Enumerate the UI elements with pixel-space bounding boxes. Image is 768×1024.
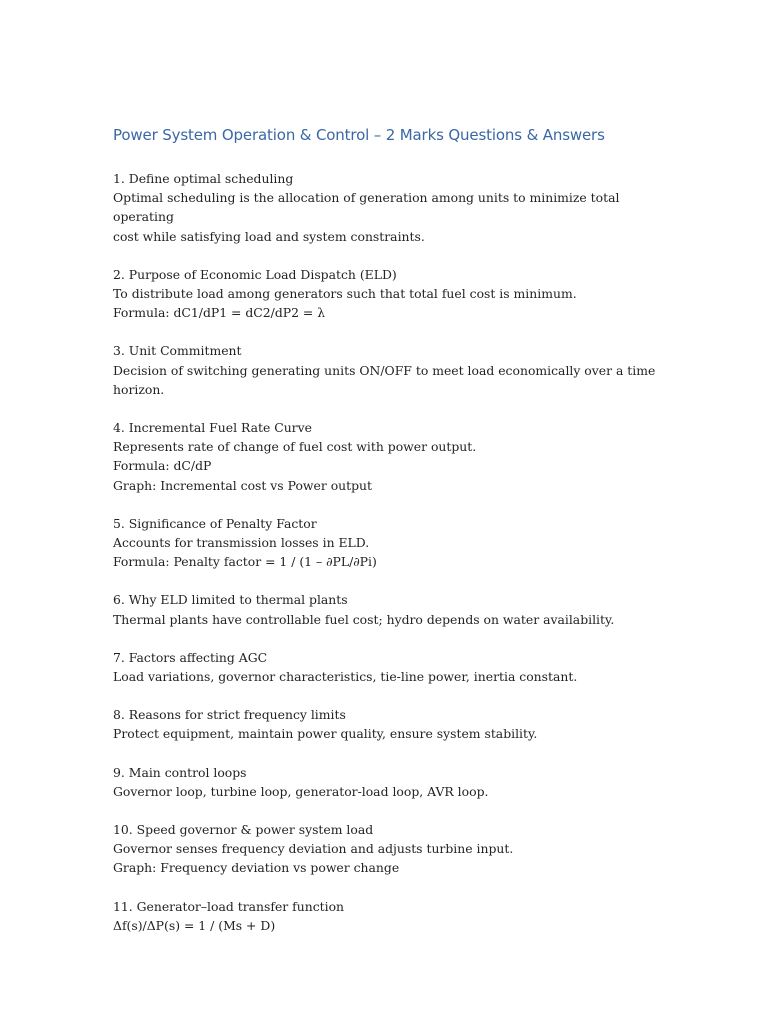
qa-item [113,705,673,743]
answer-line: To distribute load among generators such that total fuel cost is minimum. [113,286,577,302]
qa-item [113,265,673,323]
qa-item [113,897,673,935]
answer-line: Governor loop, turbine loop, generator-load loop, AVR loop. [113,783,489,799]
question-heading: 4. Incremental Fuel Rate Curve [113,420,312,436]
question-heading: 11. Generator–load transfer function [113,898,345,914]
answer-line: Formula: dC/dP [113,458,212,474]
question-heading: 5. Significance of Penalty Factor [113,515,317,531]
qa-item [113,763,673,801]
answer-line: Formula: dC1/dP1 = dC2/dP2 = λ [113,305,326,321]
answer-line: Accounts for transmission losses in ELD. [113,535,370,551]
question-heading: 6. Why ELD limited to thermal plants [113,592,348,608]
answer-line: Δf(s)/ΔP(s) = 1 / (Ms + D) [113,917,276,933]
qa-item [113,341,673,399]
answer-line: Decision of switching generating units ON/OFF to meet load economically over a time [113,362,656,378]
answer-line: Governor senses frequency deviation and adjusts turbine input. [113,841,514,857]
question-heading: 7. Factors affecting AGC [113,649,268,665]
question-heading: 9. Main control loops [113,764,247,780]
answer-line: Formula: Penalty factor = 1 / (1 – ∂PL/∂Pi) [113,554,377,570]
answer-line: Load variations, governor characteristics, tie-line power, inertia constant. [113,669,578,685]
answer-line: Graph: Incremental cost vs Power output [113,477,373,493]
answer-line: cost while satisfying load and system constraints. [113,228,425,244]
qa-item [113,418,673,495]
qa-list [113,169,673,935]
question-heading: 10. Speed governor & power system load [113,822,374,838]
qa-item [113,648,673,686]
question-heading: 3. Unit Commitment [113,343,242,359]
question-heading: 8. Reasons for strict frequency limits [113,707,346,723]
qa-item [113,820,673,878]
answer-line: Optimal scheduling is the allocation of generation among units to minimize total operating [113,190,624,225]
answer-line: Graph: Frequency deviation vs power change [113,860,400,876]
question-heading: 1. Define optimal scheduling [113,171,294,186]
document-page [113,124,673,954]
document-title: Power System Operation & Control – 2 Marks Questions & Answers [113,126,605,144]
answer-line: Protect equipment, maintain power quality, ensure system stability. [113,726,538,742]
answer-line: Thermal plants have controllable fuel cost; hydro depends on water availability. [113,611,615,627]
qa-item [113,514,673,572]
qa-item [113,590,673,628]
question-heading: 2. Purpose of Economic Load Dispatch (ELD) [113,266,397,282]
answer-line: horizon. [113,381,165,397]
qa-item [113,169,673,246]
answer-line: Represents rate of change of fuel cost with power output. [113,439,477,455]
